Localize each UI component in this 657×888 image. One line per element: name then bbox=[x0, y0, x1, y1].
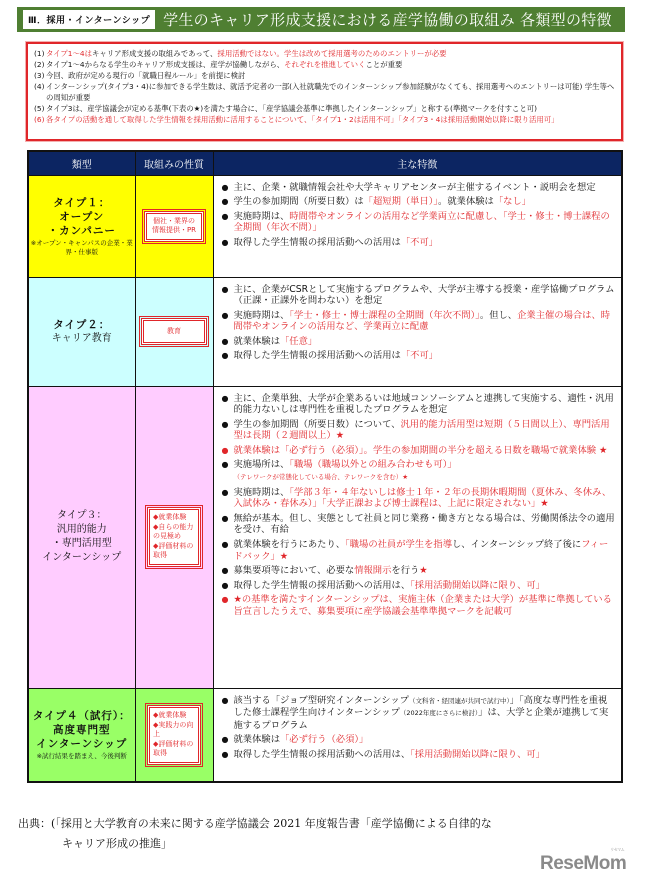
feature-text-part: 無給が基本。但し、実態として社員と同じ業務・働き方となる場合は、労働関係法令の適用を受け、有給 bbox=[233, 512, 615, 536]
nature-item: ◆ 自らの能力の見極め bbox=[153, 523, 195, 542]
page-title: 学生のキャリア形成支援における産学協働の取組み 各類型の特徴 bbox=[163, 11, 612, 29]
type-cell bbox=[28, 386, 135, 688]
feature-text-part: 実施場所は、 bbox=[233, 459, 290, 471]
type-label-line: 高度専門型 bbox=[53, 723, 111, 736]
type-footnote: ※試行結果を踏まえ、今後判断 bbox=[36, 751, 127, 760]
feature-text-part: 」「高度な専門性を重視した修士課程学生向けインターンシップ bbox=[233, 694, 608, 719]
note-item bbox=[34, 48, 615, 59]
nature-cell bbox=[135, 277, 213, 386]
resemom-logo bbox=[540, 847, 627, 875]
features-cell bbox=[213, 386, 622, 688]
feature-item bbox=[222, 284, 616, 307]
nature-item: ◆ 実践力の向上 bbox=[153, 721, 195, 740]
type-label-line: タイプ４（試行）： bbox=[32, 709, 131, 722]
feature-text-part: 。但し、 bbox=[479, 309, 518, 321]
title-bar bbox=[17, 7, 625, 32]
type-cell bbox=[28, 688, 135, 782]
types-table bbox=[27, 150, 623, 783]
source-citation bbox=[18, 814, 492, 854]
logo-text: ReseMom bbox=[540, 853, 627, 874]
nature-item: ◆ 評価材料の取得 bbox=[153, 740, 195, 759]
feature-text-part: 取得した学生情報の採用活動への活用は、 bbox=[233, 748, 411, 760]
note-number: (3) bbox=[34, 71, 45, 80]
note-text-part: タイプ1～4は bbox=[46, 49, 92, 58]
note-text-part: それぞれを推進していく bbox=[284, 60, 366, 69]
feature-text-part: 就業体験を行うにあたり、 bbox=[233, 539, 346, 551]
note-number: (5) bbox=[34, 104, 45, 113]
feature-item bbox=[222, 565, 616, 577]
nature-badge bbox=[141, 318, 207, 346]
type-label-line: キャリア教育 bbox=[51, 332, 112, 344]
feature-text-part: 汎用的能力活用型は短期（５日間以上）、専門活用型は長期（２週間以上）★ bbox=[233, 418, 610, 442]
table-row bbox=[28, 688, 622, 782]
feature-text-part: （2022年度にさらに検討） bbox=[399, 709, 479, 718]
feature-item bbox=[222, 487, 616, 510]
feature-item bbox=[222, 594, 616, 617]
feature-text-part: 就業体験は bbox=[233, 335, 280, 347]
note-number: (6) bbox=[34, 115, 45, 124]
note-item bbox=[34, 81, 615, 103]
section-tag: Ⅲ．採用・インターンシップ bbox=[23, 10, 155, 29]
feature-text-part: 主に、企業がCSRとして実施するプログラムや、大学が主導する授業・産学協働プログラム（正課・正課外を問わない）を想定 bbox=[233, 283, 615, 307]
notes-box bbox=[26, 42, 623, 141]
feature-text-part: （テレワークが常態化している場合、テレワークを含む）★ bbox=[233, 473, 409, 482]
feature-text-part: 就業体験は bbox=[233, 734, 280, 746]
feature-text-part: 主に、企業単独、大学が企業あるいは地域コンソーシアムと連携して実施する、適性・汎用的能力ないしは専門性を重視したプログラムを想定 bbox=[233, 392, 614, 416]
feature-item bbox=[222, 393, 616, 416]
table-row bbox=[28, 175, 622, 277]
table-row bbox=[28, 386, 622, 688]
note-text-part: タイプ1～4からなる学生のキャリア形成支援は、産学が協働しながら、 bbox=[46, 60, 285, 69]
feature-text-part: 「不可」 bbox=[400, 236, 439, 248]
feature-item bbox=[222, 350, 616, 362]
feature-text-part: 学生の参加期間（所要日数）について、 bbox=[233, 418, 401, 430]
feature-item bbox=[222, 539, 616, 562]
feature-text-part: 」は、大学と企業が連携して実施するプログラム bbox=[233, 707, 609, 731]
feature-text-part: し、インターンシップ終了後に bbox=[452, 539, 582, 551]
features-list bbox=[222, 393, 616, 618]
note-text-part: 採用活動ではない。学生は改めて採用選考のためのエントリーが必要 bbox=[217, 49, 447, 58]
source-line-2: キャリア形成の推進」 bbox=[62, 837, 172, 850]
feature-item bbox=[222, 695, 616, 732]
feature-item bbox=[222, 336, 616, 348]
note-text-part: タイプ3は、産学協議会が定める基準(下表の★)を満たす場合に、「産学協議会基準に準拠したインターンシップ」と称する(準拠マークを付すこと可) bbox=[46, 104, 538, 113]
nature-item: ◆ 就業体験 bbox=[153, 711, 195, 721]
nature-cell bbox=[135, 386, 213, 688]
nature-cell bbox=[135, 175, 213, 277]
note-item bbox=[34, 59, 615, 70]
note-item bbox=[34, 70, 615, 81]
feature-text-part: （文科省・経団連が共同で試行中） bbox=[408, 696, 510, 705]
column-header-nature: 取組みの性質 bbox=[135, 151, 213, 175]
feature-item bbox=[222, 211, 616, 234]
note-number: (1) bbox=[34, 49, 45, 58]
features-cell bbox=[213, 688, 622, 782]
feature-text-part: 時間帯やオンラインの活用など学業両立に配慮し、「学士・修士・博士課程の全期間（年次不問）」 bbox=[233, 210, 610, 234]
feature-text-part: 「採用活動開始以降に限り、可」 bbox=[410, 579, 545, 591]
feature-text-part: 企業主催の場合は、時間帯やオンラインの活用など、学業両立に配慮 bbox=[233, 309, 611, 333]
feature-text-part: 「必ず行う（必須）」 bbox=[280, 734, 369, 746]
feature-text-part: 就業体験は「必ず行う（必須）」。学生の参加期間の半分を超える日数を職場で就業体験 ★ bbox=[233, 444, 608, 456]
features-cell bbox=[213, 277, 622, 386]
feature-item bbox=[222, 237, 616, 249]
features-list bbox=[222, 284, 616, 363]
note-text-part: 今回、政府が定める現行の「就職日程ルール」を前提に検討 bbox=[46, 71, 246, 80]
feature-text-part: 「職場（職場以外との組み合わせも可）」 bbox=[289, 459, 457, 471]
note-text-part: キャリア形成支援の取組みであって、 bbox=[92, 49, 218, 58]
note-text-part: 各タイプの活動を通して取得した学生情報を採用活動に活用することについて、「タイプ1・2は活用不可」「タイプ3・4は採用活動開始以降に限り活用可」 bbox=[46, 115, 559, 124]
type-cell bbox=[28, 175, 135, 277]
column-header-features: 主な特徴 bbox=[213, 151, 622, 175]
type-label-line: インターンシップ bbox=[36, 737, 128, 750]
nature-item: ◆ 評価材料の取得 bbox=[153, 542, 195, 561]
feature-text-part: 取得した学生情報の採用活動への活用は、 bbox=[233, 579, 411, 591]
feature-item bbox=[222, 310, 616, 333]
feature-text-part: フィードバック」★ bbox=[233, 539, 609, 562]
feature-text-part: 「なし」 bbox=[493, 196, 532, 208]
feature-text-part: ★ bbox=[419, 565, 428, 577]
type-label-line: ・専門活用型 bbox=[51, 538, 112, 549]
feature-text-part: 募集要項等において、必要な bbox=[233, 565, 355, 577]
type-label-line: インターンシップ bbox=[42, 552, 122, 563]
note-text bbox=[46, 114, 559, 125]
note-text bbox=[46, 70, 245, 81]
type-label-line: タイプ１： bbox=[53, 196, 111, 209]
note-text bbox=[46, 48, 447, 59]
table-row bbox=[28, 277, 622, 386]
feature-text-part: 学生の参加期間（所要日数）は bbox=[233, 196, 364, 208]
nature-badge bbox=[147, 507, 201, 567]
column-header-type: 類型 bbox=[28, 151, 135, 175]
nature-badge bbox=[144, 211, 204, 242]
feature-text-part: 主に、企業・就職情報会社や大学キャリアセンターが主催するイベント・説明会を想定 bbox=[233, 181, 596, 193]
feature-text-part: 「職場の社員が学生を指導 bbox=[345, 539, 452, 551]
feature-item bbox=[222, 513, 616, 536]
feature-item bbox=[222, 734, 616, 746]
note-text bbox=[46, 81, 615, 103]
type-label-line: 汎用的能力 bbox=[56, 524, 107, 535]
feature-text-part: 実施時期は、 bbox=[233, 210, 290, 222]
note-number: (2) bbox=[34, 60, 45, 69]
note-text-part: ことが重要 bbox=[365, 60, 403, 69]
note-number: (4) bbox=[34, 82, 45, 91]
note-text bbox=[46, 103, 537, 114]
feature-text-part: ★の基準を満たすインターンシップは、実施主体（企業または大学）が基準に準拠している旨宣言したうえで、募集要項に産学協議会基準準拠マークを記載可 bbox=[233, 594, 612, 617]
note-item bbox=[34, 103, 615, 114]
logo-kana: リセマム bbox=[610, 847, 625, 852]
note-text-part: インターンシップ(タイプ3・4)に参加できる学生数は、就活予定者の一部(入社就職先でのインターンシップ参加経験がなくても、採用選考へのエントリーは可能) 学生等への周知が重要 bbox=[46, 82, 615, 102]
feature-text-part: 「不可」 bbox=[400, 350, 439, 362]
type-label-line: ・カンパニー bbox=[47, 224, 116, 237]
feature-item bbox=[222, 749, 616, 761]
feature-text-part: 「学部３年・４年ないしは修士１年・２年の長期休暇期間（夏休み、冬休み、入試休み・春休み）」「大学正課および博士課程は、上記に限定されない」★ bbox=[233, 486, 612, 510]
feature-text-part: 「任意」 bbox=[280, 335, 318, 347]
feature-text-part: 実施時期は、 bbox=[233, 309, 290, 321]
feature-text-part: 。就業体験は bbox=[438, 196, 494, 208]
feature-text-part: 「学士・修士・博士課程の全期間（年次不問）」 bbox=[289, 309, 480, 321]
note-text bbox=[46, 59, 402, 70]
feature-text-part: 「超短期（単日）」 bbox=[363, 196, 439, 208]
feature-text-part: を行う bbox=[391, 565, 420, 577]
feature-item bbox=[222, 196, 616, 208]
nature-badge bbox=[147, 705, 201, 765]
feature-item bbox=[222, 419, 616, 442]
feature-item bbox=[222, 459, 616, 483]
feature-text-part: 取得した学生情報の採用活動への活用は bbox=[233, 350, 401, 362]
feature-text-part: 情報開示 bbox=[354, 565, 392, 577]
type-label-line: オープン bbox=[59, 210, 105, 223]
note-item bbox=[34, 114, 615, 125]
nature-item: 個社・業界の情報提供・PR bbox=[151, 216, 197, 234]
feature-text-part: 取得した学生情報の採用活動への活用は bbox=[233, 236, 401, 248]
feature-text-part: 該当する「ジョブ型研究インターンシップ bbox=[233, 694, 409, 706]
features-list bbox=[222, 182, 616, 249]
feature-text-part: 「採用活動開始以降に限り、可」 bbox=[410, 748, 545, 760]
type-footnote: ※オープン・キャンパスの企業・業界・仕事版 bbox=[30, 238, 133, 256]
feature-text-part: 実施時期は、 bbox=[233, 486, 290, 498]
features-cell bbox=[213, 175, 622, 277]
type-label-line: タイプ２： bbox=[53, 318, 111, 331]
source-line-1: 出典：(「採用と大学教育の未来に関する産学協議会 2021 年度報告書「産学協働による自律的な bbox=[18, 817, 492, 830]
table-header-row bbox=[28, 151, 622, 175]
feature-item bbox=[222, 445, 616, 457]
type-label-line: タイプ３： bbox=[57, 510, 107, 521]
feature-item bbox=[222, 182, 616, 194]
features-list bbox=[222, 695, 616, 761]
nature-cell bbox=[135, 688, 213, 782]
nature-item: ◆ 就業体験 bbox=[153, 513, 195, 523]
type-cell bbox=[28, 277, 135, 386]
nature-item: 教育 bbox=[167, 326, 181, 335]
feature-item bbox=[222, 580, 616, 592]
